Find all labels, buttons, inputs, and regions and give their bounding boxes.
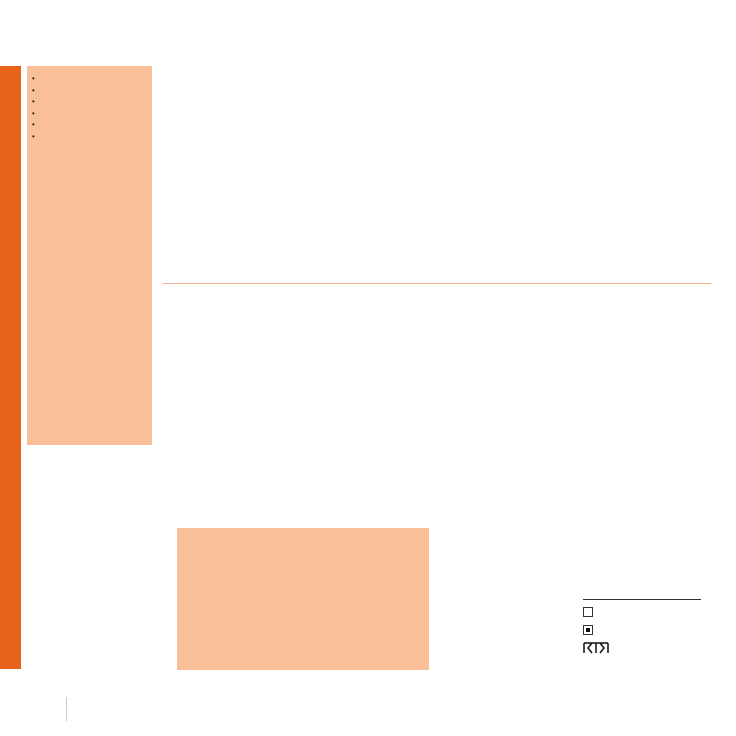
stitch-item xyxy=(32,131,147,143)
divider-line xyxy=(163,283,711,284)
legend xyxy=(583,597,713,654)
legend-title xyxy=(583,597,701,600)
empty-square-icon xyxy=(583,607,593,617)
accent-strip xyxy=(0,66,21,669)
legend-item-vienna xyxy=(583,642,713,654)
stitch-item xyxy=(32,73,147,85)
stitch-item xyxy=(32,85,147,97)
stitch-item xyxy=(32,96,147,108)
project2-tips-text xyxy=(444,540,574,634)
project1-info-box xyxy=(27,66,152,445)
project2-info-box xyxy=(177,528,429,670)
stitch-item xyxy=(32,119,147,131)
project1-stitch-list xyxy=(32,73,147,142)
vienna-mesh-icon xyxy=(583,642,609,654)
page-divider xyxy=(66,697,67,721)
legend-item-filled xyxy=(583,624,713,636)
filled-square-icon xyxy=(583,625,593,635)
stitch-item xyxy=(32,108,147,120)
noccioline-chart xyxy=(160,62,712,252)
legend-item-empty xyxy=(583,606,713,618)
fiorellini-chart xyxy=(176,298,716,514)
project2-tips xyxy=(444,538,574,634)
